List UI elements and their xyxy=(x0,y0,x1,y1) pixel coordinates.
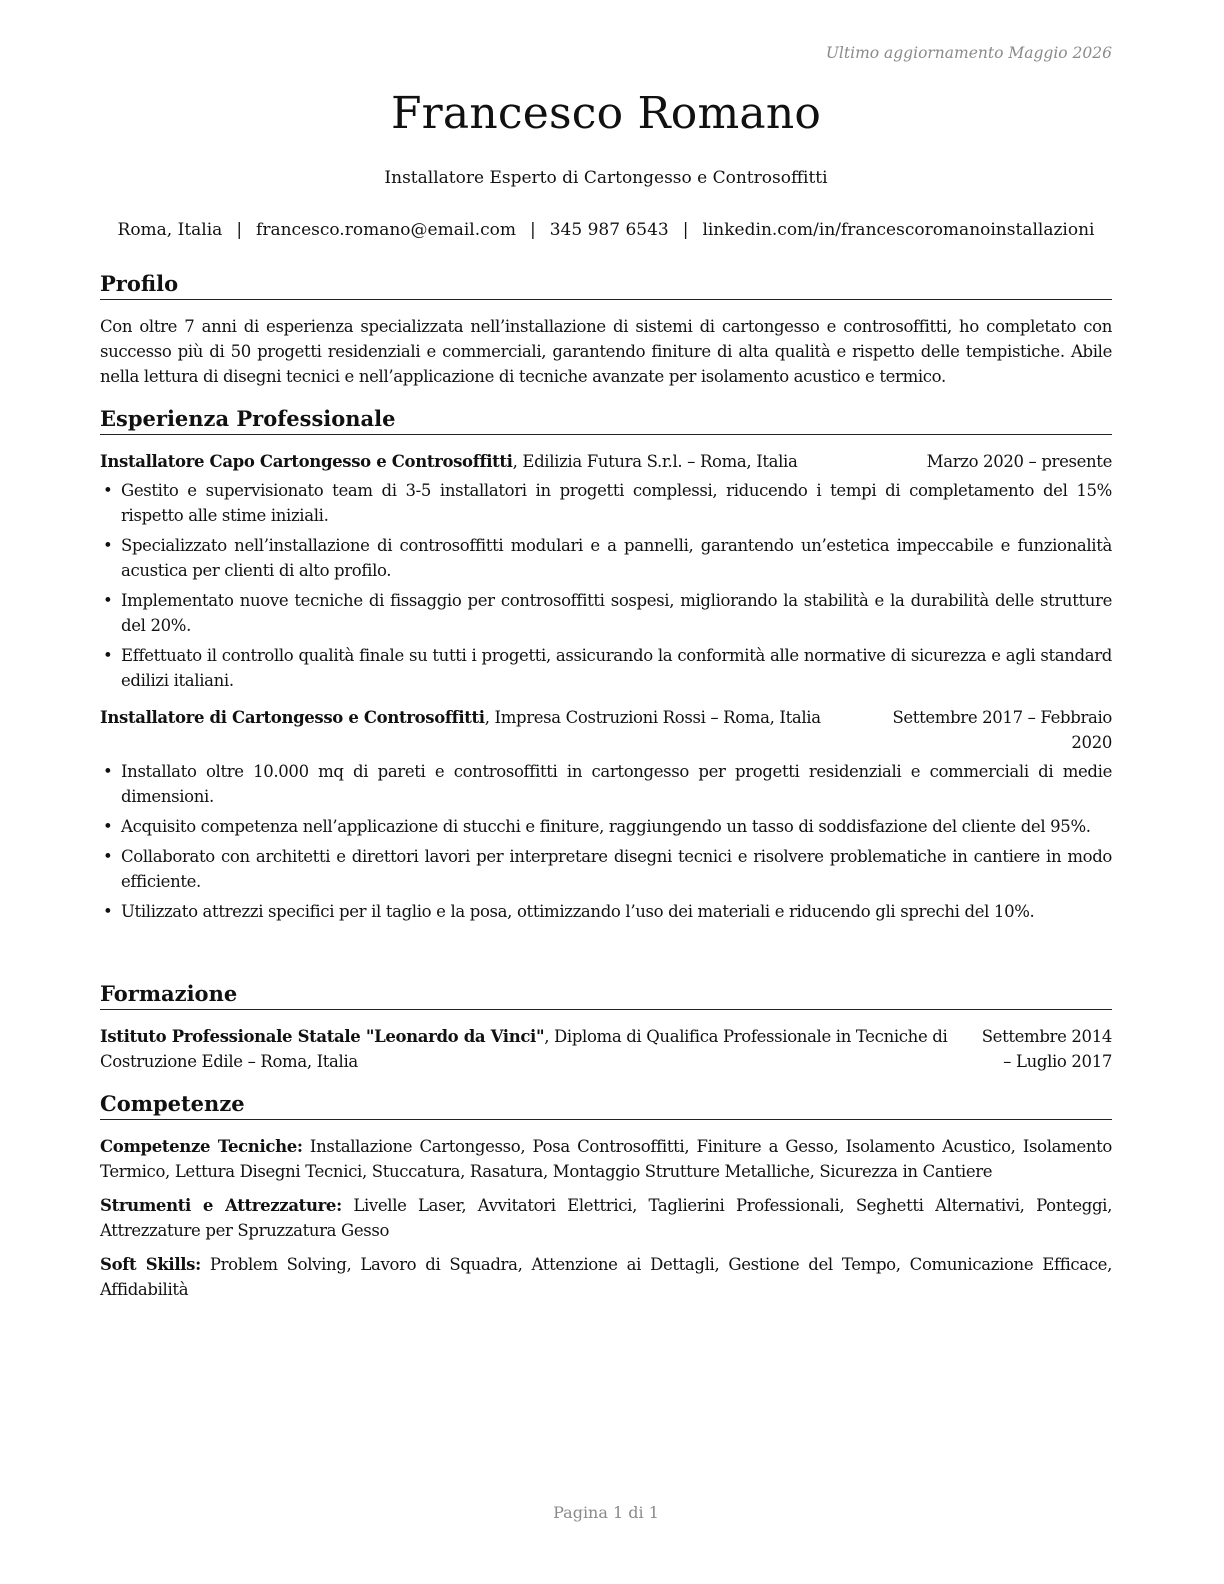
job-header xyxy=(100,449,1112,474)
job-title: Installatore Esperto di Cartongesso e Controsoffitti xyxy=(384,168,828,188)
bullet-icon: • xyxy=(103,847,113,867)
bullet-text: Implementato nuove tecniche di fissaggio per controsoffitti sospesi, migliorando la stabilità e la durabilità delle strutture del 20%. xyxy=(121,591,1112,636)
education-school: Istituto Professionale Statale "Leonardo da Vinci" xyxy=(100,1027,545,1047)
education-detail: , Diploma di Qualifica Professionale in Tecniche di Costruzione Edile – Roma, Italia xyxy=(100,1027,948,1072)
list-item xyxy=(100,844,1112,894)
list-item xyxy=(100,533,1112,583)
job-dates: Settembre 2017 – Febbraio 2020 xyxy=(892,708,1112,753)
contact-linkedin[interactable]: linkedin.com/in/francescoromanoinstallazioni xyxy=(702,220,1095,240)
bullet-icon: • xyxy=(103,536,113,556)
bullet-text: Collaborato con architetti e direttori lavori per interpretare disegni tecnici e risolvere problematiche in cantiere in modo efficiente. xyxy=(121,847,1112,892)
experience-section xyxy=(100,405,1112,929)
job-entry xyxy=(100,705,1112,924)
bullet-icon: • xyxy=(103,646,113,666)
bullet-icon: • xyxy=(103,591,113,611)
page-number: Pagina 1 di 1 xyxy=(553,1503,659,1522)
skill-group-text: Problem Solving, Lavoro di Squadra, Attenzione ai Dettagli, Gestione del Tempo, Comunicazione Efficace, Affidabilità xyxy=(100,1255,1112,1300)
job-role-company xyxy=(100,449,927,474)
bullet-text: Acquisito competenza nell’applicazione di stucchi e finiture, raggiungendo un tasso di soddisfazione del cliente del 95%. xyxy=(121,817,1091,837)
bullet-text: Installato oltre 10.000 mq di pareti e controsoffitti in cartongesso per progetti residenziali e commerciali di medie dimensioni. xyxy=(121,762,1112,807)
bullet-text: Specializzato nell’installazione di controsoffitti modulari e a pannelli, garantendo un’estetica impeccabile e funzionalità acustica per clienti di alto profilo. xyxy=(121,536,1112,581)
contact-phone: 345 987 6543 xyxy=(549,220,669,240)
job-role: Installatore di Cartongesso e Controsoffitti xyxy=(100,708,485,728)
job-entry xyxy=(100,449,1112,693)
last-updated: Ultimo aggiornamento Maggio 2026 xyxy=(825,44,1112,62)
skills-list xyxy=(100,1134,1112,1302)
skill-group-label: Strumenti e Attrezzature: xyxy=(100,1196,342,1216)
job-header xyxy=(100,705,1112,755)
list-item xyxy=(100,588,1112,638)
job-company: , Impresa Costruzioni Rossi – Roma, Italia xyxy=(484,708,821,728)
education-section xyxy=(100,980,1112,1074)
skill-group-label: Competenze Tecniche: xyxy=(100,1137,303,1157)
skill-group-text: Installazione Cartongesso, Posa Controsoffitti, Finiture a Gesso, Isolamento Acustico, Isolamento Termico, Lettura Disegni Tecnici, Stuccatura, Rasatura, Montaggio Strutture Metalliche, Sicurezza in Cantiere xyxy=(100,1137,1112,1182)
section-title-experience: Esperienza Professionale xyxy=(100,405,1112,435)
skills-section xyxy=(100,1090,1112,1311)
job-bullets xyxy=(100,478,1112,693)
profile-text: Con oltre 7 anni di esperienza specializzata nell’installazione di sistemi di cartongesso e controsoffitti, ho completato con successo più di 50 progetti residenziali e commerciali, garantendo finiture di alta qualità e rispetto delle tempistiche. Abile nella lettura di disegni tecnici e nell’applicazione di tecniche avanzate per isolamento acustico e termico. xyxy=(100,317,1112,387)
job-company: , Edilizia Futura S.r.l. – Roma, Italia xyxy=(512,452,798,472)
section-title-profile: Profilo xyxy=(100,270,1112,300)
bullet-icon: • xyxy=(103,762,113,782)
section-title-education: Formazione xyxy=(100,980,1112,1010)
education-school-detail xyxy=(100,1024,972,1074)
section-title-skills: Competenze xyxy=(100,1090,1112,1120)
job-role: Installatore Capo Cartongesso e Controsoffitti xyxy=(100,452,513,472)
list-item xyxy=(100,759,1112,809)
job-role-company xyxy=(100,705,872,730)
skill-group xyxy=(100,1134,1112,1184)
contact-separator: | xyxy=(682,220,689,240)
candidate-name: Francesco Romano xyxy=(390,88,822,139)
bullet-icon: • xyxy=(103,817,113,837)
skill-group xyxy=(100,1252,1112,1302)
education-entry xyxy=(100,1024,1112,1074)
resume-page xyxy=(100,0,1112,1584)
contact-separator: | xyxy=(530,220,536,240)
profile-section xyxy=(100,270,1112,389)
contact-separator: | xyxy=(236,220,243,240)
list-item xyxy=(100,643,1112,693)
skill-group xyxy=(100,1193,1112,1243)
bullet-icon: • xyxy=(103,481,113,501)
bullet-text: Utilizzato attrezzi specifici per il taglio e la posa, ottimizzando l’uso dei materiali e riducendo gli sprechi del 10%. xyxy=(121,902,1035,922)
job-dates: Marzo 2020 – presente xyxy=(926,452,1112,472)
list-item xyxy=(100,478,1112,528)
bullet-text: Effettuato il controllo qualità finale su tutti i progetti, assicurando la conformità alle normative di sicurezza e agli standard edilizi italiani. xyxy=(121,646,1112,691)
job-bullets xyxy=(100,759,1112,924)
bullet-text: Gestito e supervisionato team di 3-5 installatori in progetti complessi, riducendo i tempi di completamento del 15% rispetto alle stime iniziali. xyxy=(121,481,1112,526)
contact-email[interactable]: francesco.romano@email.com xyxy=(256,220,516,240)
bullet-icon: • xyxy=(103,902,113,922)
contact-location: Roma, Italia xyxy=(117,220,223,240)
education-dates: Settembre 2014 – Luglio 2017 xyxy=(981,1027,1112,1072)
list-item xyxy=(100,814,1112,839)
skill-group-label: Soft Skills: xyxy=(100,1255,201,1275)
list-item xyxy=(100,899,1112,924)
skill-group-text: Livelle Laser, Avvitatori Elettrici, Taglierini Professionali, Seghetti Alternativi, Ponteggi, Attrezzature per Spruzzatura Gesso xyxy=(100,1196,1112,1241)
contact-line xyxy=(100,220,1112,240)
